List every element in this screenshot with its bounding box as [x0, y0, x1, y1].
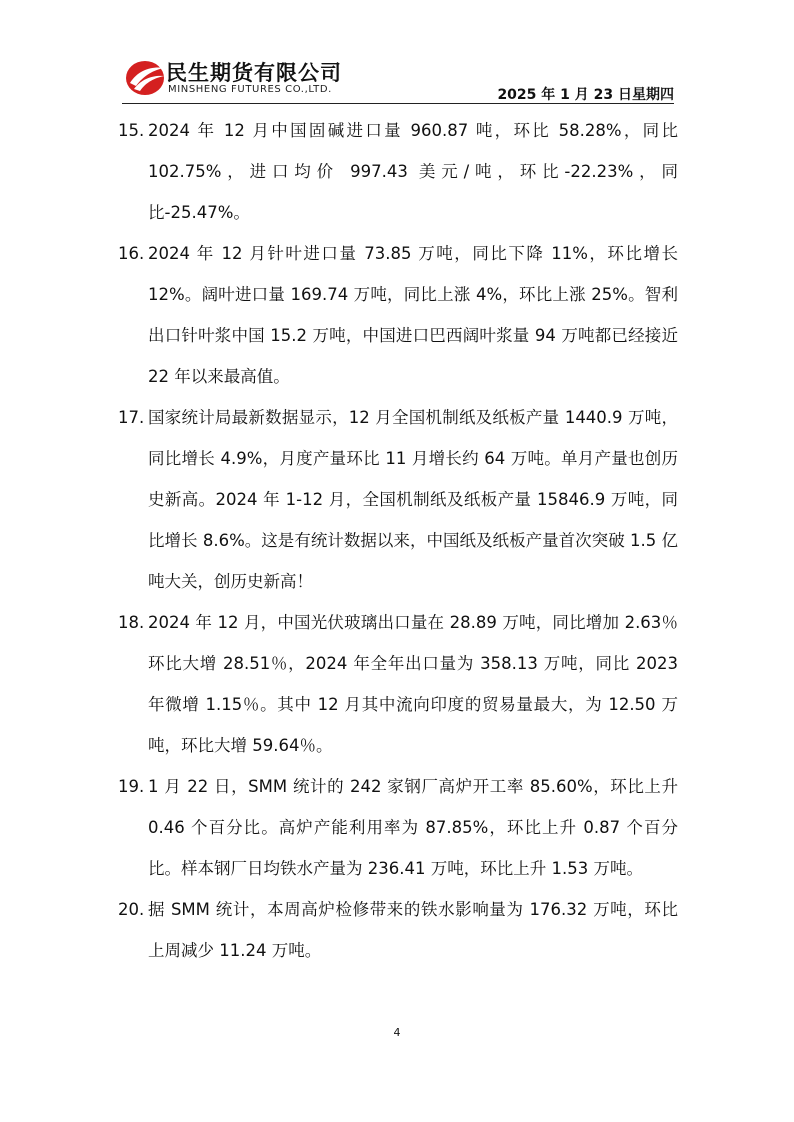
item-text: 国家统计局最新数据显示，12 月全国机制纸及纸板产量 1440.9 万吨，同比增长 4.9%，月度产量环比 11 月增长约 64 万吨。单月产量也创历史新高。2024 年 1-12 月，全国机制纸及纸板产量 15846.9 万吨，同比增长 8.6%。这是有统计数据以来，中国纸及纸板产量首次突破 1.5 亿吨大关，创历史新高！ — [148, 408, 678, 591]
news-item-15 — [118, 110, 678, 233]
news-list — [118, 110, 678, 971]
item-number: 15. — [118, 121, 145, 140]
minsheng-logo-icon — [124, 56, 166, 98]
item-text: 2024 年 12 月针叶进口量 73.85 万吨，同比下降 11%，环比增长 12%。阔叶进口量 169.74 万吨，同比上涨 4%，环比上涨 25%。智利出口针叶浆中国 15.2 万吨，中国进口巴西阔叶浆量 94 万吨都已经接近 22 年以来最高值。 — [148, 244, 678, 386]
item-number: 18. — [118, 613, 145, 632]
item-text: 2024 年 12 月，中国光伏玻璃出口量在 28.89 万吨，同比增加 2.63％环比大增 28.51％，2024 年全年出口量为 358.13 万吨，同比 2023 年微增 1.15％。其中 12 月其中流向印度的贸易量最大，为 12.50 万吨，环比大增 59.64％。 — [148, 613, 678, 755]
item-text: 2024 年 12 月中国固碱进口量 960.87 吨，环比 58.28%，同比 102.75%，进口均价 997.43 美元/吨，环比-22.23%，同比-25.47%。 — [148, 121, 678, 222]
item-number: 20. — [118, 900, 145, 919]
header-divider — [122, 103, 674, 104]
item-number: 19. — [118, 777, 145, 796]
page-header — [122, 54, 674, 104]
item-text: 1 月 22 日，SMM 统计的 242 家钢厂高炉开工率 85.60%，环比上升 0.46 个百分比。高炉产能利用率为 87.85%，环比上升 0.87 个百分比。样本钢厂日均铁水产量为 236.41 万吨，环比上升 1.53 万吨。 — [148, 777, 678, 878]
news-item-18 — [118, 602, 678, 766]
item-number: 16. — [118, 244, 145, 263]
news-item-20 — [118, 889, 678, 971]
item-text: 据 SMM 统计，本周高炉检修带来的铁水影响量为 176.32 万吨，环比上周减少 11.24 万吨。 — [148, 900, 678, 960]
report-date: 2025 年 1 月 23 日星期四 — [497, 87, 674, 103]
item-number: 17. — [118, 408, 145, 427]
company-name-en: MINSHENG FUTURES CO.,LTD. — [168, 84, 332, 95]
news-item-19 — [118, 766, 678, 889]
news-item-16 — [118, 233, 678, 397]
page-number: 4 — [393, 1026, 401, 1039]
company-name-cn: 民生期货有限公司 — [166, 61, 342, 85]
news-item-17 — [118, 397, 678, 602]
